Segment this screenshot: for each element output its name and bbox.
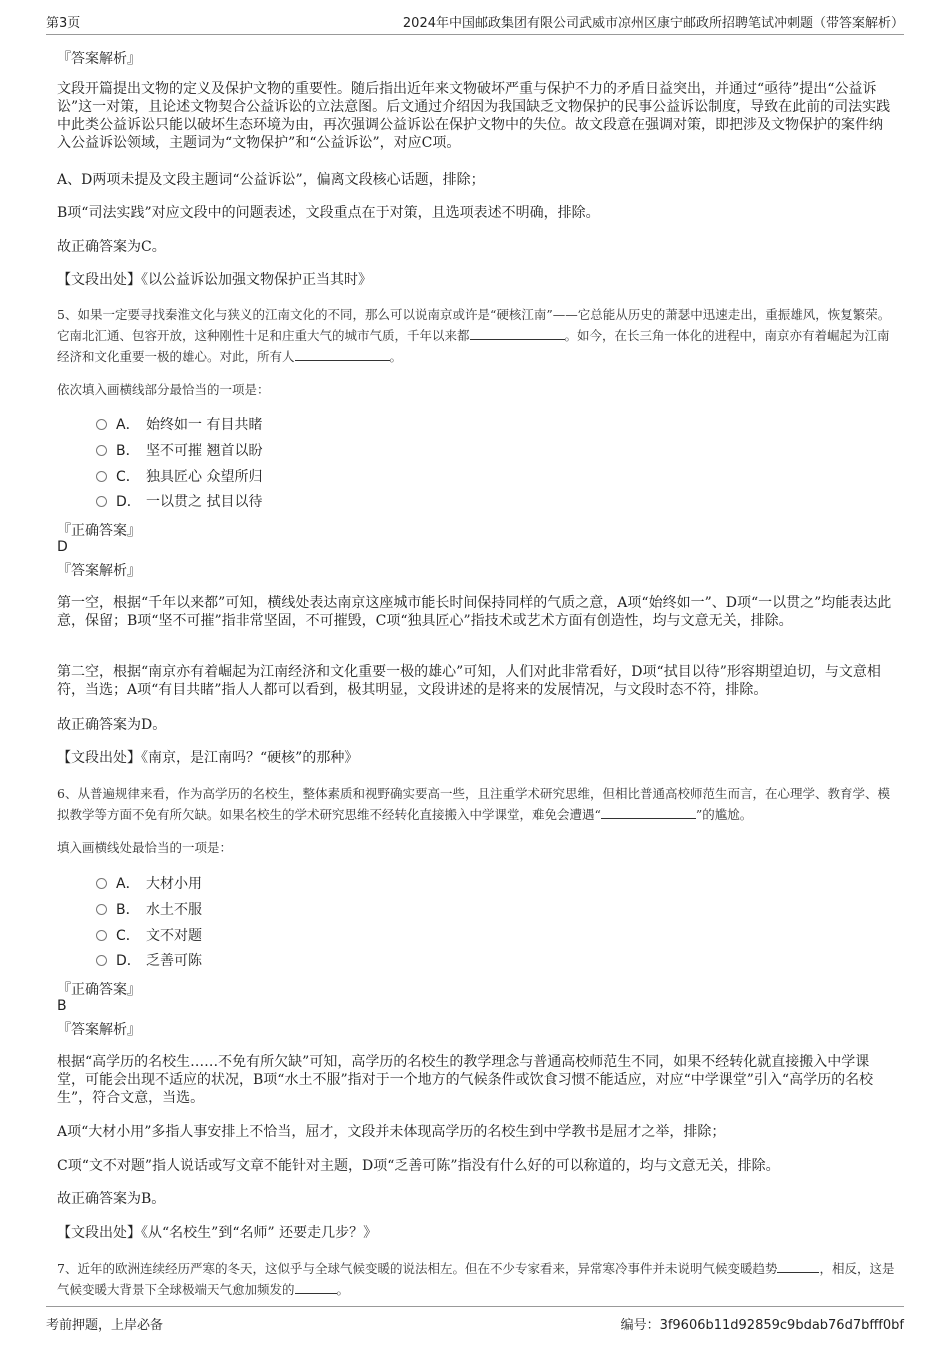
q6-correct-tag: 『正确答案』 (57, 982, 141, 998)
q7-stem-part2: ，相反，这是气候变暖大背景下全球极端天气愈加频发的 (57, 1261, 895, 1297)
q6-stem-part1: 6、从普遍规律来看，作为高学历的名校生，整体素质和视野确实要高一些，且注重学术研究思维，但相比普通高校师范生而言，在心理学、教育学、模拟教学等方面不免有所欠缺。如果名校生的学术研究思维不经转化直接搬入中学课堂，难免会遭遇“ (57, 786, 890, 822)
q5-stem-part3: 。 (389, 349, 403, 364)
q5-analysis-para1: 第一空，根据“千年以来都”可知，横线处表达南京这座城市能长时间保持同样的气质之意，A项“始终如一”、D项“一以贯之”均能表达此意，保留；B项“坚不可摧”指非常坚固，不可摧毁，C项“独具匠心”指技术或艺术方面有创造性，均与文意无关，排除。 (57, 595, 892, 629)
q6-option-b[interactable]: B． 水土不服 (96, 899, 202, 919)
radio-icon[interactable] (96, 930, 107, 941)
q6-option-c[interactable]: C． 文不对题 (96, 925, 202, 945)
radio-icon[interactable] (96, 904, 107, 915)
q5-source: 【文段出处】《南京，是江南吗？“硬核”的那种》 (57, 750, 359, 766)
q6-option-d[interactable]: D． 乏善可陈 (96, 950, 202, 970)
q5-instruction: 依次填入画横线部分最恰当的一项是： (57, 382, 270, 397)
q5-analysis-para2: 第二空，根据“南京亦有着崛起为江南经济和文化重要一极的雄心”可知，人们对此非常看好，D项“拭目以待”形容期望迫切，与文意相符，当选；A项“有目共睹”指人人都可以看到，极其明显，文段讲述的是将来的发展情况，与文段时态不符，排除。 (57, 664, 881, 698)
q6-analysis-para2: A项“大材小用”多指人事安排上不恰当，屈才，文段并未体现高学历的名校生到中学教书是屈才之举，排除； (57, 1124, 726, 1140)
radio-icon[interactable] (96, 445, 107, 456)
q6-analysis-para3: C项“文不对题”指人说话或写文章不能针对主题，D项“乏善可陈”指没有什么好的可以称道的，均与文意无关，排除。 (57, 1158, 780, 1174)
q6-instruction: 填入画横线处最恰当的一项是： (57, 840, 233, 855)
q7-blank-1 (777, 1260, 819, 1273)
q4-analysis-para1: 文段开篇提出文物的定义及保护文物的重要性。随后指出近年来文物破坏严重与保护不力的矛盾日益突出，并通过“亟待”提出“公益诉讼”这一对策，且论述文物契合公益诉讼的立法意图。后文通过介绍因为我国缺乏文物保护的民事公益诉讼制度，导致在此前的司法实践中此类公益诉讼只能以破坏生态环境为由，再次强调公益诉讼在保护文物中的失位。故文段意在强调对策，即把涉及文物保护的案件纳入公益诉讼领域，主题词为“文物保护”和“公益诉讼”，对应C项。 (57, 81, 891, 151)
radio-icon[interactable] (96, 878, 107, 889)
q5-option-c[interactable]: C． 独具匠心 众望所归 (96, 466, 262, 486)
q5-stem (57, 304, 895, 367)
q5-stem-part2: 。如今，在长三角一体化的进程中，南京亦有着崛起为江南经济和文化重要一极的雄心。对此，所有人 (57, 328, 890, 364)
page-number: 第3页 (46, 16, 81, 31)
q5-option-b[interactable]: B． 坚不可摧 翘首以盼 (96, 440, 262, 460)
q4-analysis-tag: 『答案解析』 (57, 51, 141, 67)
q5-blank-1 (470, 327, 565, 340)
q7-stem-part1: 7、近年的欧洲连续经历严寒的冬天，这似乎与全球气候变暖的说法相左。但在不少专家看来，异常寒冷事件并未说明气候变暖趋势 (57, 1261, 778, 1276)
footer-slogan: 考前押题，上岸必备 (46, 1318, 164, 1333)
q7-blank-2 (295, 1281, 337, 1294)
q6-correct-answer: B (57, 998, 67, 1014)
radio-icon[interactable] (96, 955, 107, 966)
q4-analysis-para2: A、D两项未提及文段主题词“公益诉讼”，偏离文段核心话题，排除； (57, 172, 485, 188)
q7-stem-part3: 。 (336, 1282, 350, 1297)
q6-blank (601, 806, 696, 819)
page-footer (46, 1306, 904, 1337)
document-code: 编号：3f9606b11d92859c9bdab76d7bfff0bf (620, 1318, 904, 1333)
q6-source: 【文段出处】《从“名校生”到“名师” 还要走几步？》 (57, 1225, 378, 1241)
q5-analysis-tag: 『答案解析』 (57, 563, 141, 579)
q5-conclusion: 故正确答案为D。 (57, 717, 167, 733)
q6-option-a[interactable]: A． 大材小用 (96, 873, 202, 893)
q5-correct-tag: 『正确答案』 (57, 523, 141, 539)
q6-stem (57, 783, 895, 825)
q4-conclusion: 故正确答案为C。 (57, 239, 166, 255)
q5-stem-part1: 5、如果一定要寻找秦淮文化与狭义的江南文化的不同，那么可以说南京或许是“硬核江南”——它总能从历史的萧瑟中迅速走出，重振雄风，恢复繁荣。它南北汇通、包容开放，这种刚性十足和庄重大气的城市气质，千年以来都 (57, 307, 891, 343)
q4-source: 【文段出处】《以公益诉讼加强文物保护正当其时》 (57, 272, 372, 288)
q6-analysis-tag: 『答案解析』 (57, 1022, 141, 1038)
q6-analysis-para1: 根据“高学历的名校生……不免有所欠缺”可知，高学历的名校生的教学理念与普通高校师范生不同，如果不经转化就直接搬入中学课堂，可能会出现不适应的状况，B项“水土不服”指对于一个地方的气候条件或饮食习惯不能适应，对应“中学课堂”引入“高学历的名校生”，符合文意，当选。 (57, 1054, 874, 1106)
q6-stem-part2: ”的尴尬。 (695, 807, 753, 822)
q4-analysis-para3: B项“司法实践”对应文段中的问题表述，文段重点在于对策，且选项表述不明确，排除。 (57, 205, 600, 221)
radio-icon[interactable] (96, 496, 107, 507)
q5-blank-2 (295, 348, 390, 361)
q7-stem (57, 1258, 895, 1300)
q6-conclusion: 故正确答案为B。 (57, 1191, 166, 1207)
q5-correct-answer: D (57, 539, 68, 555)
q5-option-d[interactable]: D． 一以贯之 拭目以待 (96, 491, 262, 511)
radio-icon[interactable] (96, 471, 107, 482)
document-title: 2024年中国邮政集团有限公司武威市凉州区康宁邮政所招聘笔试冲刺题（带答案解析） (402, 16, 904, 31)
q5-option-a[interactable]: A． 始终如一 有目共睹 (96, 414, 262, 434)
radio-icon[interactable] (96, 419, 107, 430)
page-header (46, 10, 904, 35)
